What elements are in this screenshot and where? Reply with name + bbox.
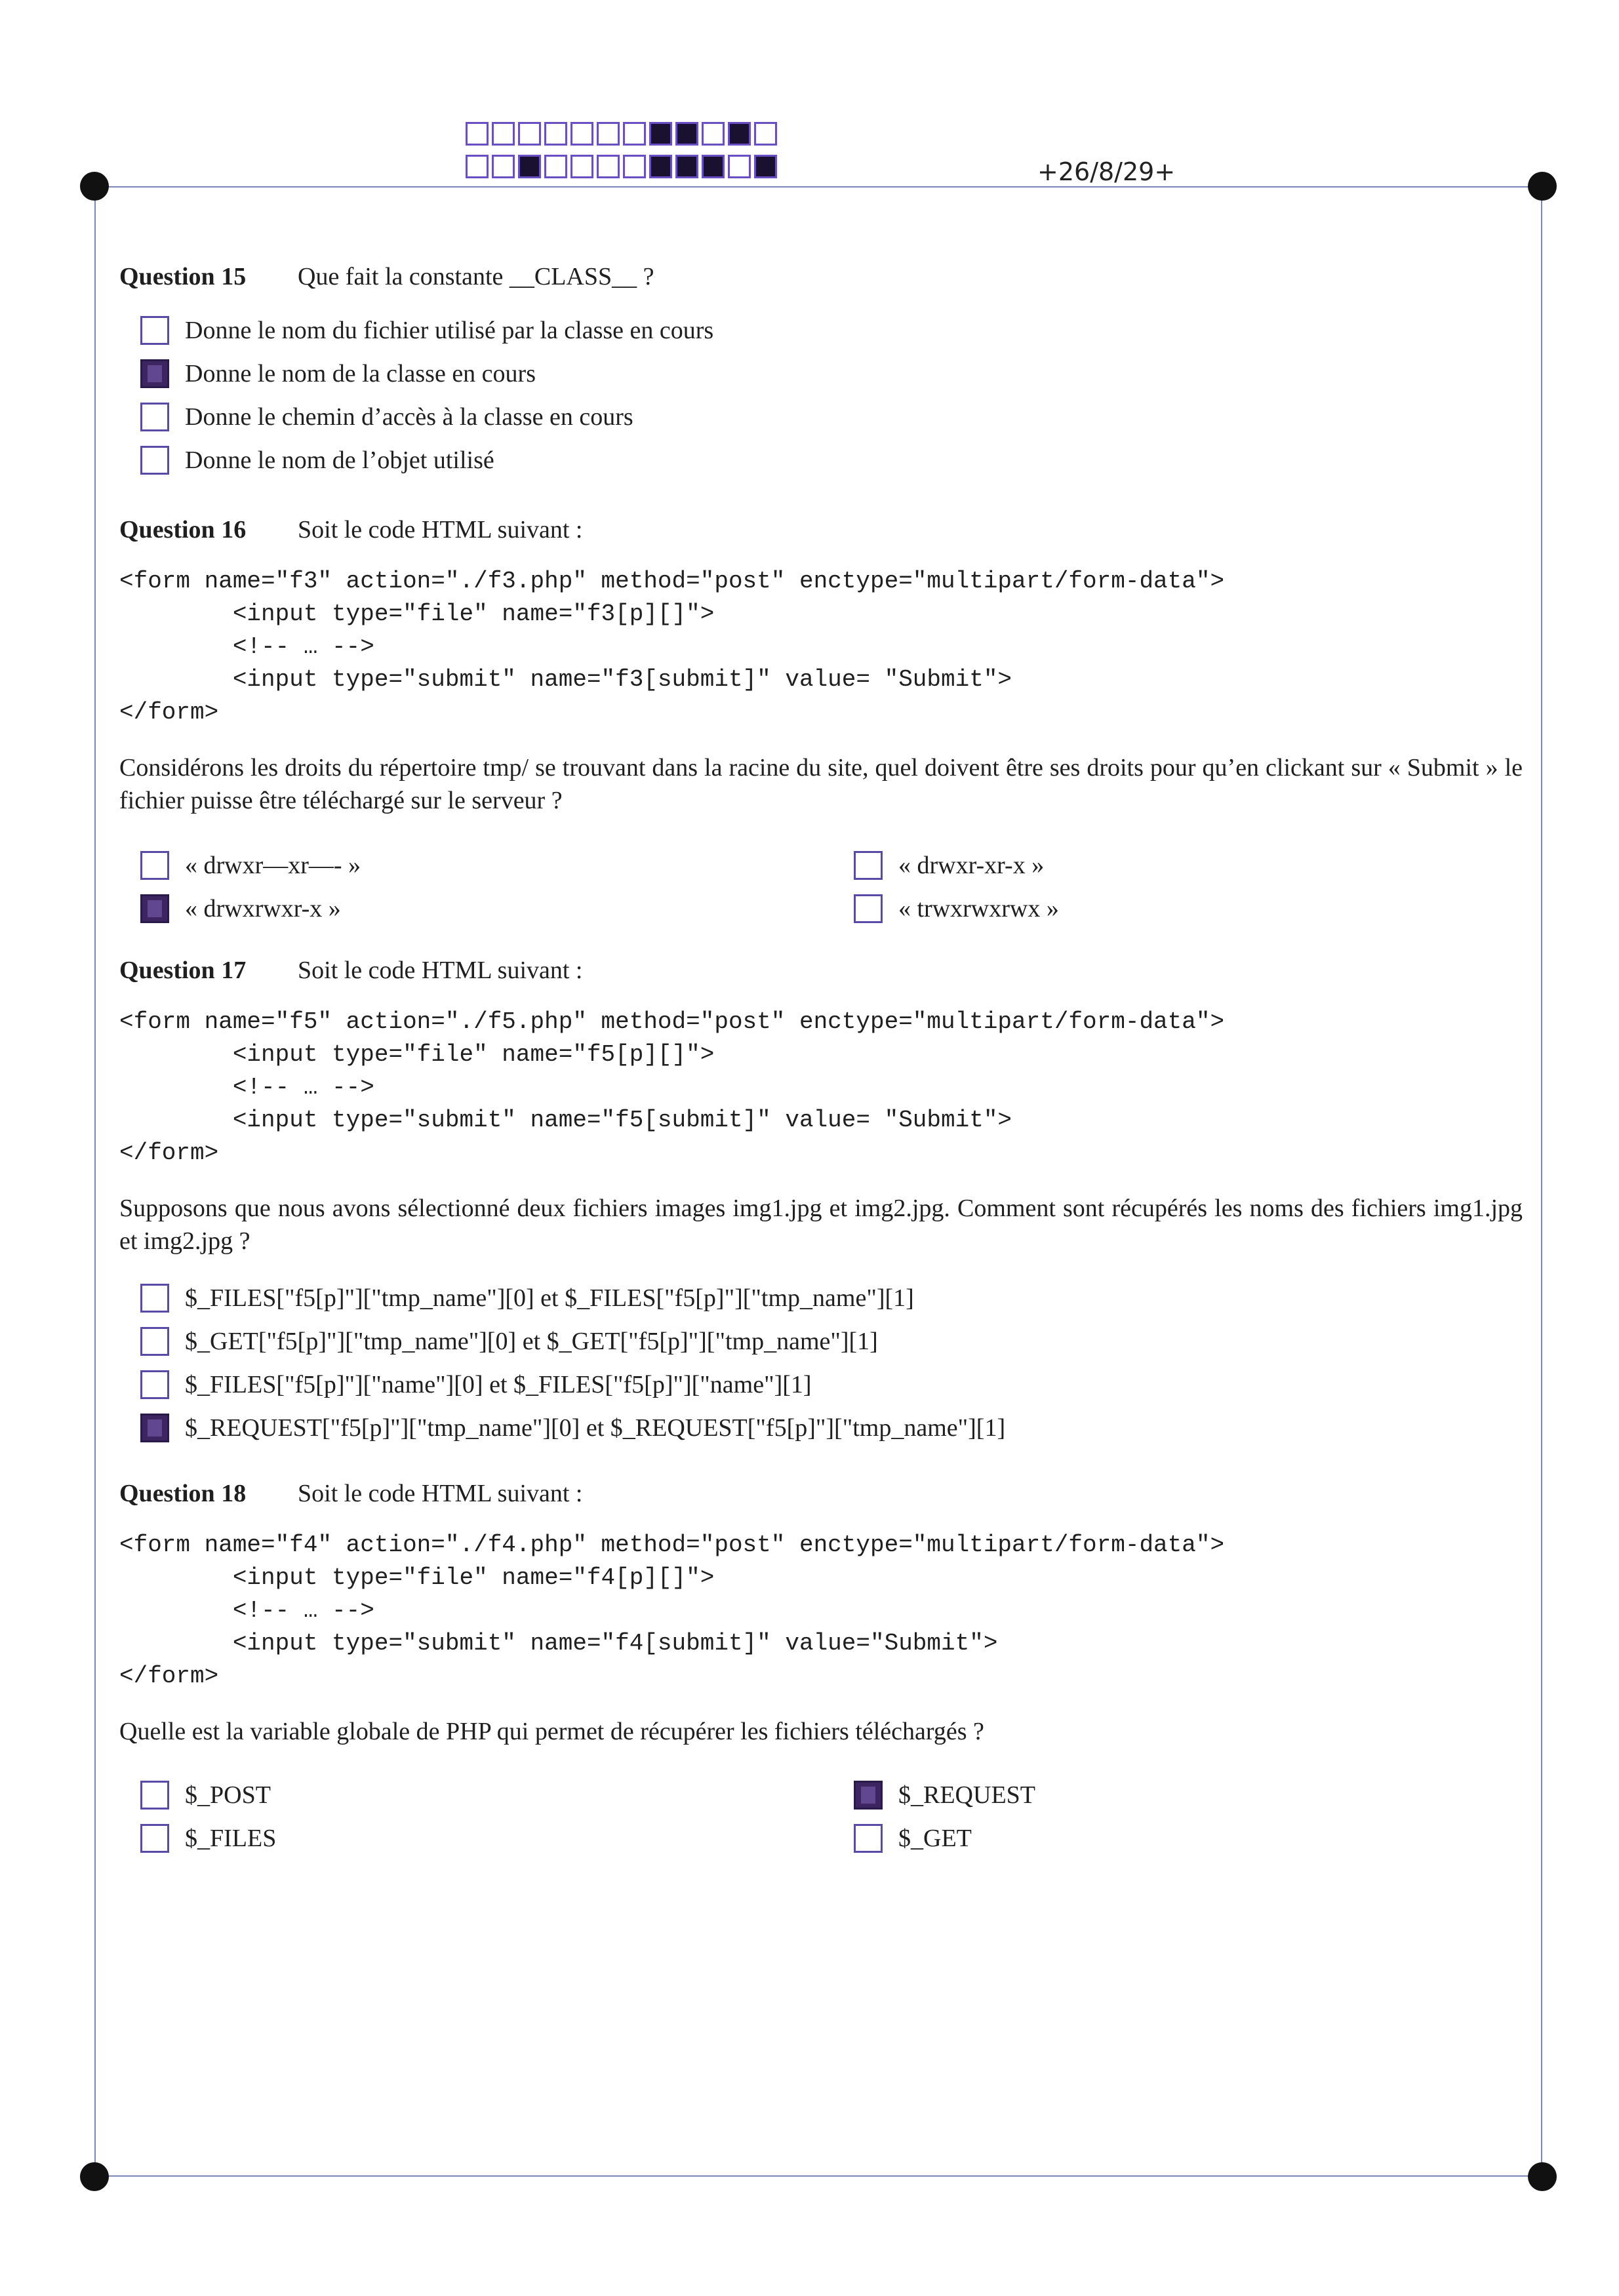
option[interactable] xyxy=(140,851,361,880)
question-paragraph: Quelle est la variable globale de PHP qui permet de récupérer les fichiers téléchargés ? xyxy=(119,1718,984,1745)
code-line: <form name="f5" action="./f5.php" method="post" enctype="multipart/form-data"> xyxy=(119,1008,1225,1035)
barcode-cell xyxy=(754,155,777,178)
checkbox[interactable] xyxy=(140,1370,169,1399)
code-line: <input type="submit" name="f4[submit]" value="Submit"> xyxy=(119,1630,998,1657)
question-paragraph: Supposons que nous avons sélectionné deux fichiers images img1.jpg et img2.jpg. Comment sont récupérés les noms des fichiers img1.jpg et img2.jpg ? xyxy=(119,1195,1523,1255)
barcode-cell xyxy=(649,155,672,178)
option-label: Donne le chemin d’accès à la classe en cours xyxy=(185,403,633,431)
option-label: $_FILES["f5[p]"]["tmp_name"][0] et $_FILES["f5[p]"]["tmp_name"][1] xyxy=(185,1284,914,1312)
barcode-cell xyxy=(675,122,698,146)
option[interactable] xyxy=(140,1327,878,1356)
barcode-row-2 xyxy=(466,155,780,178)
question-title: Question 15 xyxy=(119,263,247,290)
checkbox[interactable] xyxy=(140,1327,169,1356)
option[interactable] xyxy=(140,359,536,388)
option-label: $_REQUEST xyxy=(898,1781,1035,1809)
option[interactable] xyxy=(854,894,1059,923)
barcode-cell xyxy=(623,122,646,146)
checkbox[interactable] xyxy=(140,446,169,475)
checkbox[interactable] xyxy=(854,1824,883,1853)
code-line: <input type="submit" name="f5[submit]" value= "Submit"> xyxy=(119,1107,1012,1134)
option-label: $_FILES["f5[p]"]["name"][0] et $_FILES["f5[p]"]["name"][1] xyxy=(185,1371,812,1398)
barcode-cell xyxy=(754,122,777,146)
corner-marker-bottom-right xyxy=(1528,2162,1557,2191)
question-16 xyxy=(119,515,1523,544)
checkbox[interactable] xyxy=(140,1284,169,1313)
barcode-cell xyxy=(570,122,593,146)
option[interactable] xyxy=(140,1370,812,1399)
question-17 xyxy=(119,956,1523,985)
question-paragraph: Considérons les droits du répertoire tmp/ se trouvant dans la racine du site, quel doivent être ses droits pour qu’en clickant sur « Submit » le fichier puisse être téléchargé sur le serveur ? xyxy=(119,754,1523,814)
question-title: Question 17 xyxy=(119,957,247,984)
corner-marker-top-left xyxy=(80,172,109,201)
code-line: <input type="file" name="f5[p][]"> xyxy=(119,1041,715,1068)
option-label: Donne le nom du fichier utilisé par la classe en cours xyxy=(185,317,714,344)
option-label: $_GET xyxy=(898,1825,972,1852)
barcode-cell xyxy=(623,155,646,178)
barcode-cell xyxy=(702,122,725,146)
code-line: <form name="f4" action="./f4.php" method="post" enctype="multipart/form-data"> xyxy=(119,1532,1225,1558)
barcode-row-1 xyxy=(466,122,780,146)
code-block xyxy=(119,565,1224,729)
question-text: Soit le code HTML suivant : xyxy=(298,516,583,544)
checkbox[interactable] xyxy=(140,359,169,388)
option-label: « trwxrwxrwx » xyxy=(898,895,1059,922)
option[interactable] xyxy=(140,446,494,475)
option-label: « drwxrwxr-x » xyxy=(185,895,341,922)
barcode-cell xyxy=(492,122,515,146)
question-18 xyxy=(119,1479,1523,1508)
checkbox[interactable] xyxy=(140,403,169,431)
option-label: « drwxr-xr-x » xyxy=(898,852,1045,879)
checkbox[interactable] xyxy=(854,1781,883,1810)
checkbox[interactable] xyxy=(140,894,169,923)
checkbox[interactable] xyxy=(854,894,883,923)
code-line: </form> xyxy=(119,699,219,726)
page-id: +26/8/29+ xyxy=(1037,157,1176,186)
question-text: Soit le code HTML suivant : xyxy=(298,1480,583,1507)
option[interactable] xyxy=(140,1781,271,1810)
code-block xyxy=(119,1529,1224,1693)
checkbox[interactable] xyxy=(140,851,169,880)
page-frame xyxy=(94,186,1542,2177)
checkbox[interactable] xyxy=(140,1824,169,1853)
option[interactable] xyxy=(854,851,1044,880)
barcode-cell xyxy=(649,122,672,146)
barcode-cell xyxy=(728,155,751,178)
barcode-cell xyxy=(597,155,620,178)
option-label: $_REQUEST["f5[p]"]["tmp_name"][0] et $_REQUEST["f5[p]"]["tmp_name"][1] xyxy=(185,1414,1006,1442)
code-block xyxy=(119,1006,1224,1170)
code-line: </form> xyxy=(119,1139,219,1166)
option[interactable] xyxy=(854,1824,972,1853)
option-label: Donne le nom de l’objet utilisé xyxy=(185,446,494,474)
question-title: Question 16 xyxy=(119,516,247,544)
barcode-cell xyxy=(518,122,541,146)
option[interactable] xyxy=(140,1824,276,1853)
code-line: <input type="submit" name="f3[submit]" value= "Submit"> xyxy=(119,666,1012,693)
code-line: <input type="file" name="f3[p][]"> xyxy=(119,601,715,627)
barcode-cell xyxy=(466,155,489,178)
option[interactable] xyxy=(140,316,713,345)
question-text: Que fait la constante __CLASS__ ? xyxy=(298,263,654,290)
option[interactable] xyxy=(140,894,341,923)
barcode-cell xyxy=(544,122,567,146)
code-line: </form> xyxy=(119,1663,219,1690)
question-text: Soit le code HTML suivant : xyxy=(298,957,583,984)
barcode-cell xyxy=(570,155,593,178)
option-label: $_POST xyxy=(185,1781,271,1809)
barcode-cell xyxy=(466,122,489,146)
barcode-cell xyxy=(728,122,751,146)
barcode-cell xyxy=(544,155,567,178)
option-label: $_GET["f5[p]"]["tmp_name"][0] et $_GET["f5[p]"]["tmp_name"][1] xyxy=(185,1328,878,1355)
option[interactable] xyxy=(140,1414,1005,1442)
barcode-cell xyxy=(675,155,698,178)
checkbox[interactable] xyxy=(140,1414,169,1442)
corner-marker-top-right xyxy=(1528,172,1557,201)
code-line: <form name="f3" action="./f3.php" method="post" enctype="multipart/form-data"> xyxy=(119,568,1225,595)
question-15 xyxy=(119,262,1523,291)
option[interactable] xyxy=(854,1781,1035,1810)
code-line: <!-- … --> xyxy=(119,1074,374,1101)
option-label: Donne le nom de la classe en cours xyxy=(185,360,536,387)
code-line: <!-- … --> xyxy=(119,633,374,660)
barcode-cell xyxy=(492,155,515,178)
barcode-cell xyxy=(702,155,725,178)
option-label: « drwxr—xr—- » xyxy=(185,852,361,879)
checkbox[interactable] xyxy=(140,1781,169,1810)
code-line: <input type="file" name="f4[p][]"> xyxy=(119,1564,715,1591)
barcode-cell xyxy=(597,122,620,146)
barcode-cell xyxy=(518,155,541,178)
option[interactable] xyxy=(140,1284,914,1313)
code-line: <!-- … --> xyxy=(119,1597,374,1624)
corner-marker-bottom-left xyxy=(80,2162,109,2191)
checkbox[interactable] xyxy=(140,316,169,345)
option-label: $_FILES xyxy=(185,1825,277,1852)
question-title: Question 18 xyxy=(119,1480,247,1507)
checkbox[interactable] xyxy=(854,851,883,880)
option[interactable] xyxy=(140,403,633,431)
